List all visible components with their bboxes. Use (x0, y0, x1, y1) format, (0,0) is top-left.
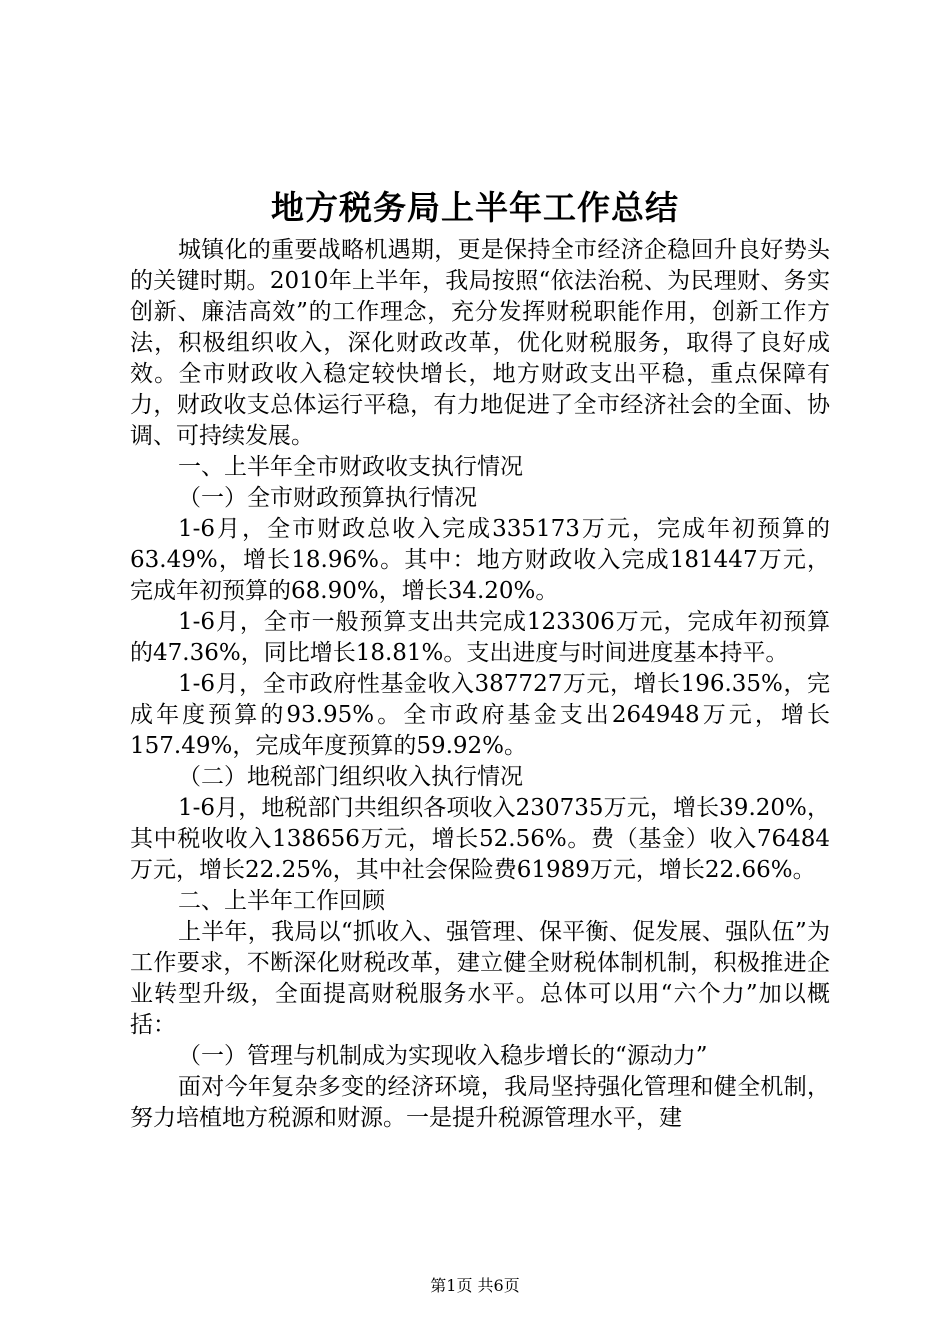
intro-paragraph: 城镇化的重要战略机遇期，更是保持全市经济企稳回升良好势头的关键时期。2010年上半年，我局按照“依法治税、为民理财、务实创新、廉洁高效”的工作理念，充分发挥财税职能作用，创新工作方法，积极组织收入，深化财政改革，优化财税服务，取得了良好成效。全市财政收入稳定较快增长，地方财政支出平稳，重点保障有力，财政收支总体运行平稳，有力地促进了全市经济社会的全面、协调、可持续发展。 (130, 237, 830, 449)
paragraph-work-review: 上半年，我局以“抓收入、强管理、保平衡、促发展、强队伍”为工作要求，不断深化财税改革，建立健全财税体制机制，积极推进企业转型升级，全面提高财税服务水平。总体可以用“六个力”加以概括： (130, 919, 830, 1038)
document-title: 地方税务局上半年工作总结 (271, 188, 679, 227)
subsection-heading-1-1: （一）全市财政预算执行情况 (178, 485, 477, 511)
section-heading-1: 一、上半年全市财政收支执行情况 (178, 454, 523, 480)
paragraph-total-revenue: 1-6月，全市财政总收入完成335173万元，完成年初预算的63.49%，增长18.96%。其中：地方财政收入完成181447万元，完成年初预算的68.90%，增长34.20%。 (130, 516, 830, 604)
subsection-heading-2-1: （一）管理与机制成为实现收入稳步增长的“源动力” (178, 1043, 708, 1069)
paragraph-fund-revenue: 1-6月，全市政府性基金收入387727万元，增长196.35%，完成年度预算的93.95%。全市政府基金支出264948万元，增长157.49%，完成年度预算的59.92%。 (130, 671, 830, 759)
section-heading-2: 二、上半年工作回顾 (178, 888, 385, 914)
document-body (130, 235, 830, 1134)
page-footer: 第1页 共6页 (430, 1276, 520, 1295)
paragraph-budget-expenditure: 1-6月，全市一般预算支出共完成123306万元，完成年初预算的47.36%，同比增长18.81%。支出进度与时间进度基本持平。 (130, 609, 830, 666)
paragraph-management-mechanism: 面对今年复杂多变的经济环境，我局坚持强化管理和健全机制，努力培植地方税源和财源。一是提升税源管理水平，建 (130, 1074, 830, 1131)
paragraph-tax-department-revenue: 1-6月，地税部门共组织各项收入230735万元，增长39.20%，其中税收收入138656万元，增长52.56%。费（基金）收入76484万元，增长22.25%，其中社会保险费61989万元，增长22.66%。 (130, 795, 830, 883)
subsection-heading-1-2: （二）地税部门组织收入执行情况 (178, 764, 523, 790)
